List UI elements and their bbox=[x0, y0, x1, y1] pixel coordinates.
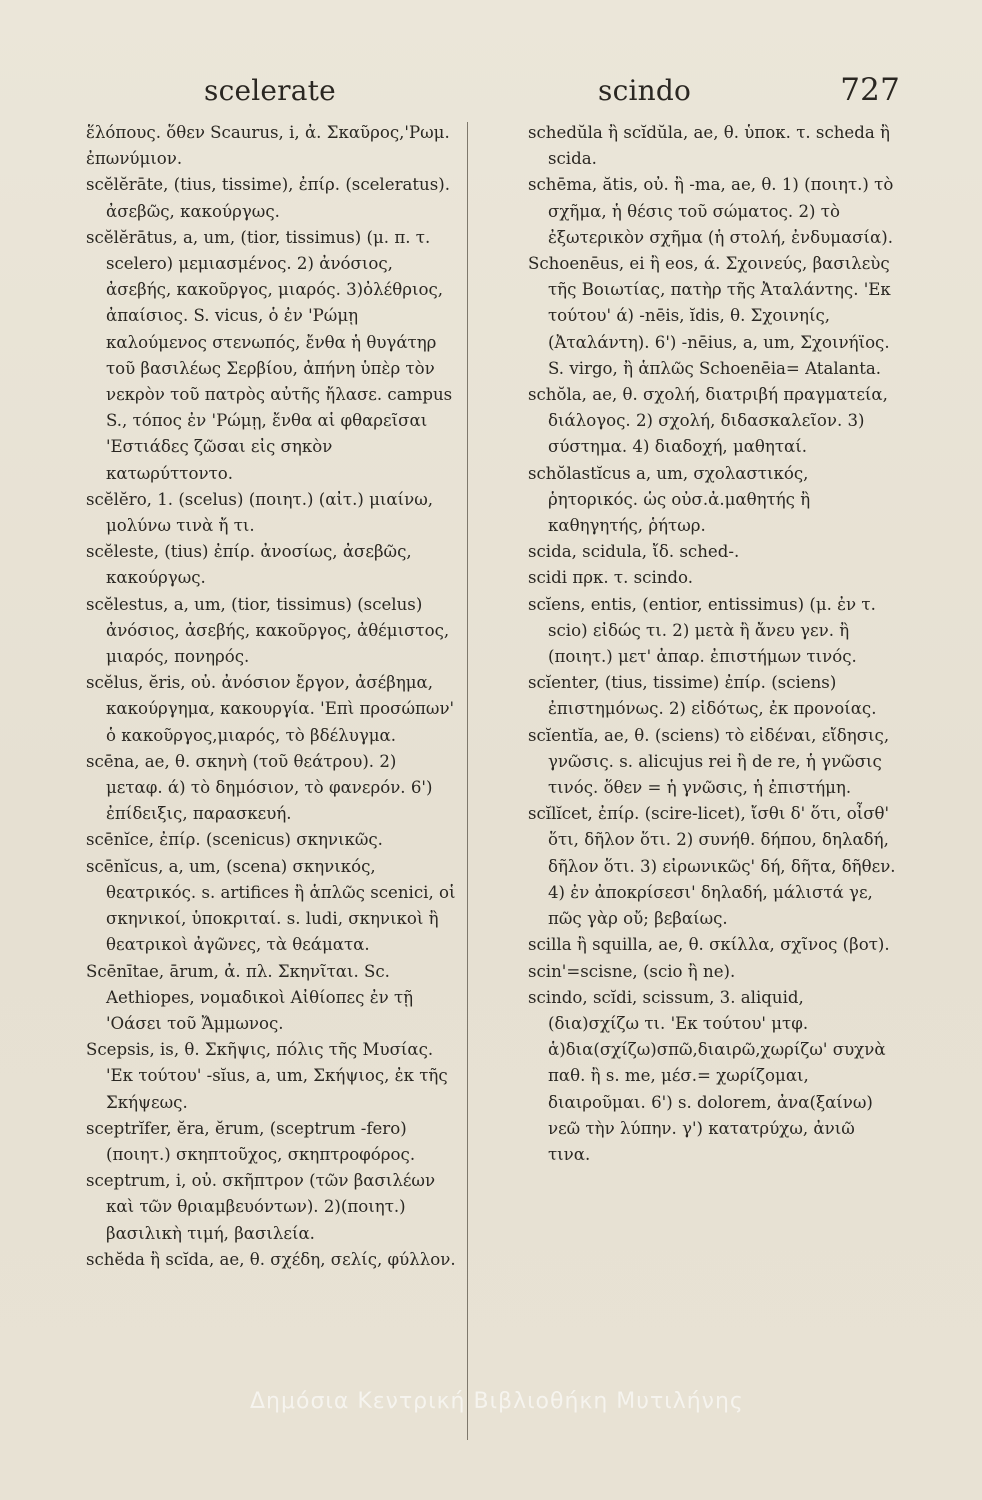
dictionary-entry: scēnĭcus, a, um, (scena) σκηνικός, θεατρικός. s. artifices ἢ ἁπλῶς scenici, οἱ σκηνικοί, ὑποκριταί. s. ludi, σκηνικοὶ ἢ θεατρικοὶ ἀγῶνες, τὰ θεάματα. bbox=[86, 856, 456, 955]
dictionary-entry: Scēnītae, ārum, ἀ. πλ. Σκηνῖται. Sc. Aethiopes, νομαδικοὶ Αἰθίοπες ἐν τῇ 'Οάσει τοῦ Ἄμμωνος. bbox=[86, 961, 414, 1033]
dictionary-entry: sceptrum, i, οὐ. σκῆπτρον (τῶν βασιλέων καὶ τῶν θριαμβευόντων). 2)(ποιητ.) βασιλικὴ τιμή, βασιλεία. bbox=[86, 1171, 436, 1243]
dictionary-entry: scĕlus, ĕris, οὐ. ἀνόσιον ἔργον, ἀσέβημα, κακούργημα, κακουργία. 'Επὶ προσώπων' ὁ κακοῦργος,μιαρός, τὸ βδέλυγμα. bbox=[86, 673, 455, 745]
dictionary-entry: schŏlastĭcus a, um, σχολαστικός, ῥητορικός. ὡς οὐσ.ἀ.μαθητής ἢ καθηγητής, ῥήτωρ. bbox=[528, 463, 811, 536]
dictionary-entry: schēma, ătis, οὐ. ἢ -ma, ae, θ. 1) (ποιητ.) τὸ σχῆμα, ἡ θέσις τοῦ σώματος. 2) τὸ ἐξωτερικὸν σχῆμα (ἡ στολή, ἐνδυμασία). bbox=[528, 175, 894, 247]
dictionary-entry: schedŭla ἢ scĭdŭla, ae, θ. ὑποκ. τ. scheda ἢ scida. bbox=[528, 123, 890, 169]
column-divider bbox=[467, 122, 468, 1440]
page-number: 727 bbox=[840, 72, 900, 108]
dictionary-entry: Scepsis, is, θ. Σκῆψις, πόλις τῆς Μυσίας. 'Εκ τούτου' -sĭus, a, um, Σκήψιος, ἐκ τῆς Σκήψεως. bbox=[86, 1040, 448, 1112]
dictionary-entry: scilla ἢ squilla, ae, θ. σκίλλα, σχῖνος (βοτ). bbox=[528, 935, 890, 955]
two-column-body bbox=[86, 120, 900, 1450]
dictionary-entry: schĕda ἢ scĭda, ae, θ. σχέδη, σελίς, φύλλον. bbox=[86, 1249, 456, 1269]
dictionary-entry: scĕlĕro, 1. (scelus) (ποιητ.) (αἰτ.) μιαίνω, μολύνω τινὰ ἤ τι. bbox=[86, 489, 434, 536]
dictionary-entry: ἕλόπους. ὅθεν Scaurus, i, ἀ. Σκαῦρος,'Ρωμ. ἐπωνύμιον. bbox=[86, 123, 450, 169]
dictionary-entry: scĭenter, (tius, tissime) ἐπίρ. (sciens) ἐπιστημόνως. 2) εἰδότως, ἐκ προνοίας. bbox=[528, 673, 877, 719]
dictionary-entry: scĕlestus, a, um, (tior, tissimus) (scelus) ἀνόσιος, ἀσεβής, κακοῦργος, ἀθέμιστος, μιαρός, πονηρός. bbox=[86, 594, 450, 667]
page-header bbox=[86, 62, 900, 120]
dictionary-entry: scĕlĕrāte, (tius, tissime), ἐπίρ. (sceleratus). ἀσεβῶς, κακούργως. bbox=[86, 175, 451, 221]
dictionary-entry: scēnĭce, ἐπίρ. (scenicus) σκηνικῶς. bbox=[86, 830, 383, 850]
dictionary-entry: sceptrĭfer, ĕra, ĕrum, (sceptrum -fero) (ποιητ.) σκηπτοῦχος, σκηπτροφόρος. bbox=[86, 1118, 416, 1164]
dictionary-entry: scĕleste, (tius) ἐπίρ. ἀνοσίως, ἀσεβῶς, κακούργως. bbox=[86, 542, 412, 588]
dictionary-entry: scēna, ae, θ. σκηνὴ (τοῦ θεάτρου). 2) μεταφ. ά) τὸ δημόσιον, τὸ φανερόν. 6') ἐπίδειξις, παρασκευή. bbox=[86, 751, 433, 824]
dictionary-entry: scin'=scisne, (scio ἢ ne). bbox=[528, 961, 736, 981]
dictionary-entry: scĕlĕrātus, a, um, (tior, tissimus) (μ. π. τ. scelero) μεμιασμένος. 2) ἀνόσιος, ἀσεβής, κακοῦργος, μιαρός. 3)ὀλέθριος, ἀπαίσιος. S. vicus, ὁ ἐν 'Ρώμῃ καλούμενος στενωπός, ἔνθα ἡ θυγάτηρ τοῦ βασιλέως Σερβίου, ἀπήνη ὑπὲρ τὸν νεκρὸν τοῦ πατρὸς αὐτῆς ἤλασε. campus S., τόπος ἐν 'Ρώμῃ, ἔνθα αἱ φθαρεῖσαι 'Εστιάδες ζῶσαι εἰς σηκὸν κατωρύττοντο. bbox=[86, 227, 453, 483]
dictionary-entry: scĭentĭa, ae, θ. (sciens) τὸ εἰδέναι, εἴδησις, γνῶσις. s. alicujus rei ἢ de re, ἡ γνῶσις τινός. ὅθεν = ἡ γνῶσις, ἡ ἐπιστήμη. bbox=[528, 725, 890, 798]
left-column bbox=[86, 120, 458, 1450]
dictionary-entry: Schoenēus, ei ἢ eos, ά. Σχοινεύς, βασιλεὺς τῆς Βοιωτίας, πατὴρ τῆς Ἀταλάντης. 'Εκ τούτου' ά) -nēis, ĭdis, θ. Σχοινηίς, (Ἀταλάντη). 6') -nēius, a, um, Σχοινήϊος. S. virgo, ἢ ἁπλῶς Schoenēia= Atalanta. bbox=[528, 254, 891, 378]
dictionary-entry: schŏla, ae, θ. σχολή, διατριβή πραγματεία, διάλογος. 2) σχολή, διδασκαλεῖον. 3) σύστημα. 4) διαδοχή, μαθηταί. bbox=[528, 385, 888, 457]
library-watermark: Δημόσια Κεντρική Βιβλιοθήκη Μυτιλήνης bbox=[250, 1389, 744, 1414]
right-column bbox=[528, 120, 900, 1450]
dictionary-entry: scidi πρκ. τ. scindo. bbox=[528, 568, 694, 588]
dictionary-entry: scĭlĭcet, ἐπίρ. (scire-licet), ἴσθι δ' ὅτι, οἶσθ' ὅτι, δῆλον ὅτι. 2) συνήθ. δήπου, δηλαδή, δῆλον ὅτι. 3) εἰρωνικῶς' δή, δῆτα, δῆθεν. 4) ἐν ἀποκρίσεσι' δηλαδή, μάλιστά γε, πῶς γὰρ οὔ; βεβαίως. bbox=[528, 804, 896, 929]
dictionary-entry: scida, scidula, ἴδ. sched-. bbox=[528, 542, 740, 562]
left-guide-word: scelerate bbox=[204, 74, 336, 107]
dictionary-entry: scĭens, entis, (entior, entissimus) (μ. ἐν τ. scio) εἰδώς τι. 2) μετὰ ἢ ἄνευ γεν. ἢ (ποιητ.) μετ' ἀπαρ. ἐπιστήμων τινός. bbox=[528, 594, 876, 667]
right-guide-word: scindo bbox=[598, 74, 692, 107]
dictionary-entry: scindo, scĭdi, scissum, 3. aliquid, (δια)σχίζω τι. 'Εκ τούτου' μτφ. ἁ)δια(σχίζω)σπῶ,διαιρῶ,χωρίζω' συχνὰ παθ. ἢ s. me, μέσ.= χωρίζομαι, διαιροῦμαι. 6') s. dolorem, ἀνα(ξαίνω) νεῶ τὴν λύπην. γ') κατατρύχω, ἀνιῶ τινα. bbox=[528, 987, 886, 1164]
